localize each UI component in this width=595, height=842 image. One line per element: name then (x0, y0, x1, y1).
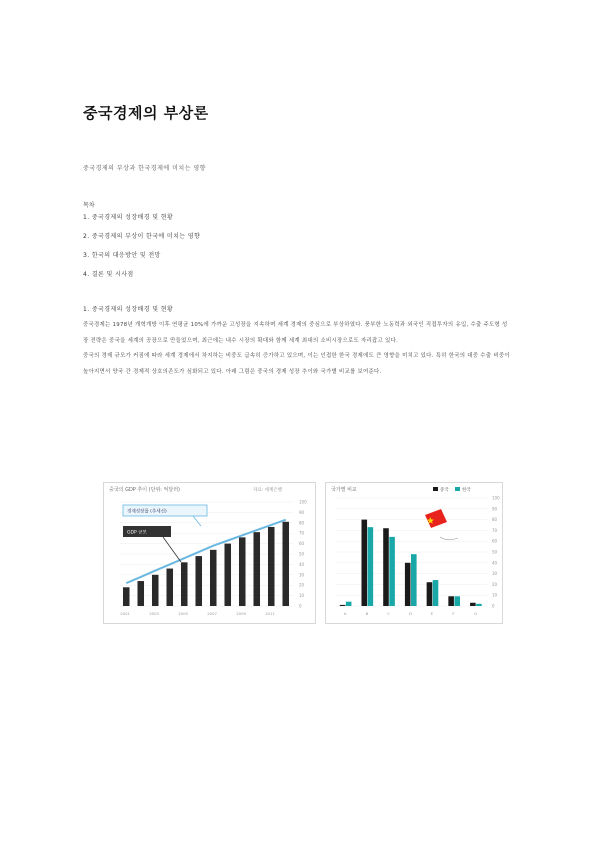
bar (368, 527, 374, 606)
y-tick-label: 100 (299, 499, 307, 505)
paragraph: 중국경제는 1978년 개혁개방 이후 연평균 10%에 가까운 고성장을 지속하며 세계 경제의 중심으로 부상하였다. 풍부한 노동력과 외국인 직접투자의 유입, 수출 주도형 성장 전략은 중국을 세계의 공장으로 만들었으며, 최근에는 내수 시장의 확대와 함께 세계 최대의 소비시장으로도 자리잡고 있다. (83, 322, 508, 344)
bar (253, 532, 260, 606)
bar (405, 563, 411, 606)
x-tick-label: 2001 (120, 611, 130, 616)
chart-source-tag: 자료: 세계은행 (253, 488, 283, 493)
y-tick-label: 10 (299, 593, 305, 599)
y-tick-label: 50 (492, 549, 498, 555)
x-tick-label: D (409, 611, 412, 616)
y-tick-label: 90 (299, 509, 305, 515)
bar (454, 596, 460, 606)
legend-label: 한국 (462, 488, 471, 493)
y-tick-label: 10 (492, 592, 498, 598)
bar (239, 537, 246, 606)
y-tick-label: 20 (492, 581, 498, 587)
legend-swatch (455, 487, 460, 491)
chart-title: 중국의 GDP 추이 (단위: 억달러) (109, 487, 180, 493)
y-tick-label: 20 (299, 582, 305, 588)
legend-swatch (433, 487, 438, 491)
bar (152, 575, 159, 606)
y-tick-label: 70 (492, 527, 498, 533)
x-tick-label: G (474, 611, 478, 616)
bar (411, 554, 417, 606)
trend-callout-label: 경제성장률 (추세선) (127, 509, 167, 515)
section-heading: 1. 중국경제의 성장배경 및 현황 (83, 306, 174, 313)
paragraph: 중국의 경제 규모가 커짐에 따라 세계 경제에서 차지하는 비중도 급속히 증가하고 있으며, 이는 인접한 한국 경제에도 큰 영향을 미치고 있다. 특히 한국의 대중 수출 비중이 높아지면서 양국 간 경제적 상호의존도가 심화되고 있다. 아래 그림은 중국의 경제 성장 추이와 국가별 비교를 보여준다. (83, 353, 510, 375)
y-tick-label: 60 (299, 541, 305, 547)
bar (340, 605, 346, 606)
bar (383, 528, 389, 606)
x-tick-label: E (430, 611, 434, 616)
y-tick-label: 40 (492, 560, 498, 566)
bar (448, 596, 454, 606)
table-of-contents (83, 200, 200, 288)
x-tick-label: 2003 (149, 611, 159, 616)
bar (427, 582, 433, 606)
page-title: 중국경제의 부상론 (83, 104, 209, 122)
bar (268, 527, 275, 606)
gdp-callout-label: GDP 규모 (127, 530, 147, 536)
bar (476, 604, 482, 606)
bar (361, 520, 367, 606)
chart-title: 국가별 비교 (331, 487, 357, 493)
x-tick-label: 2011 (265, 611, 275, 616)
y-tick-label: 100 (492, 495, 500, 501)
bar (137, 581, 144, 606)
bar (224, 544, 231, 606)
bar (123, 587, 130, 606)
bar (166, 569, 173, 606)
toc-item: 3. 한국의 대응방안 및 전망 (83, 252, 161, 259)
y-tick-label: 90 (492, 506, 498, 512)
y-tick-label: 50 (299, 551, 305, 557)
y-tick-label: 0 (492, 603, 495, 609)
y-tick-label: 30 (492, 571, 498, 577)
y-tick-label: 0 (299, 603, 302, 609)
comparison-chart (326, 483, 503, 624)
gdp-chart (104, 483, 316, 624)
bar (282, 522, 289, 606)
x-tick-label: A (343, 611, 347, 616)
y-tick-label: 80 (299, 520, 305, 526)
bar (210, 550, 217, 606)
bar (346, 602, 352, 606)
toc-item: 4. 결론 및 시사점 (83, 271, 134, 278)
y-tick-label: 30 (299, 572, 305, 578)
bar (195, 556, 202, 606)
x-tick-label: F (452, 611, 455, 616)
legend-label: 중국 (440, 488, 449, 493)
bar (433, 580, 439, 606)
toc-item: 2. 중국경제의 부상이 한국에 미치는 영향 (83, 233, 201, 240)
x-tick-label: 2007 (207, 611, 217, 616)
x-tick-label: 2009 (236, 611, 246, 616)
y-tick-label: 80 (492, 517, 498, 523)
x-tick-label: C (387, 611, 390, 616)
y-tick-label: 40 (299, 561, 305, 567)
charts-svg (103, 482, 503, 624)
x-tick-label: 2005 (178, 611, 188, 616)
figure-charts (103, 482, 503, 624)
bar (470, 603, 476, 606)
y-tick-label: 60 (492, 538, 498, 544)
x-tick-label: B (365, 611, 369, 616)
toc-item: 1. 중국경제의 성장배경 및 현황 (83, 214, 174, 221)
bar (389, 537, 395, 606)
toc-heading: 목차 (83, 202, 95, 209)
document-subtitle: 중국경제의 부상과 한국경제에 미치는 영향 (83, 165, 206, 172)
body-text (83, 318, 513, 380)
bar (181, 562, 188, 606)
y-tick-label: 70 (299, 530, 305, 536)
